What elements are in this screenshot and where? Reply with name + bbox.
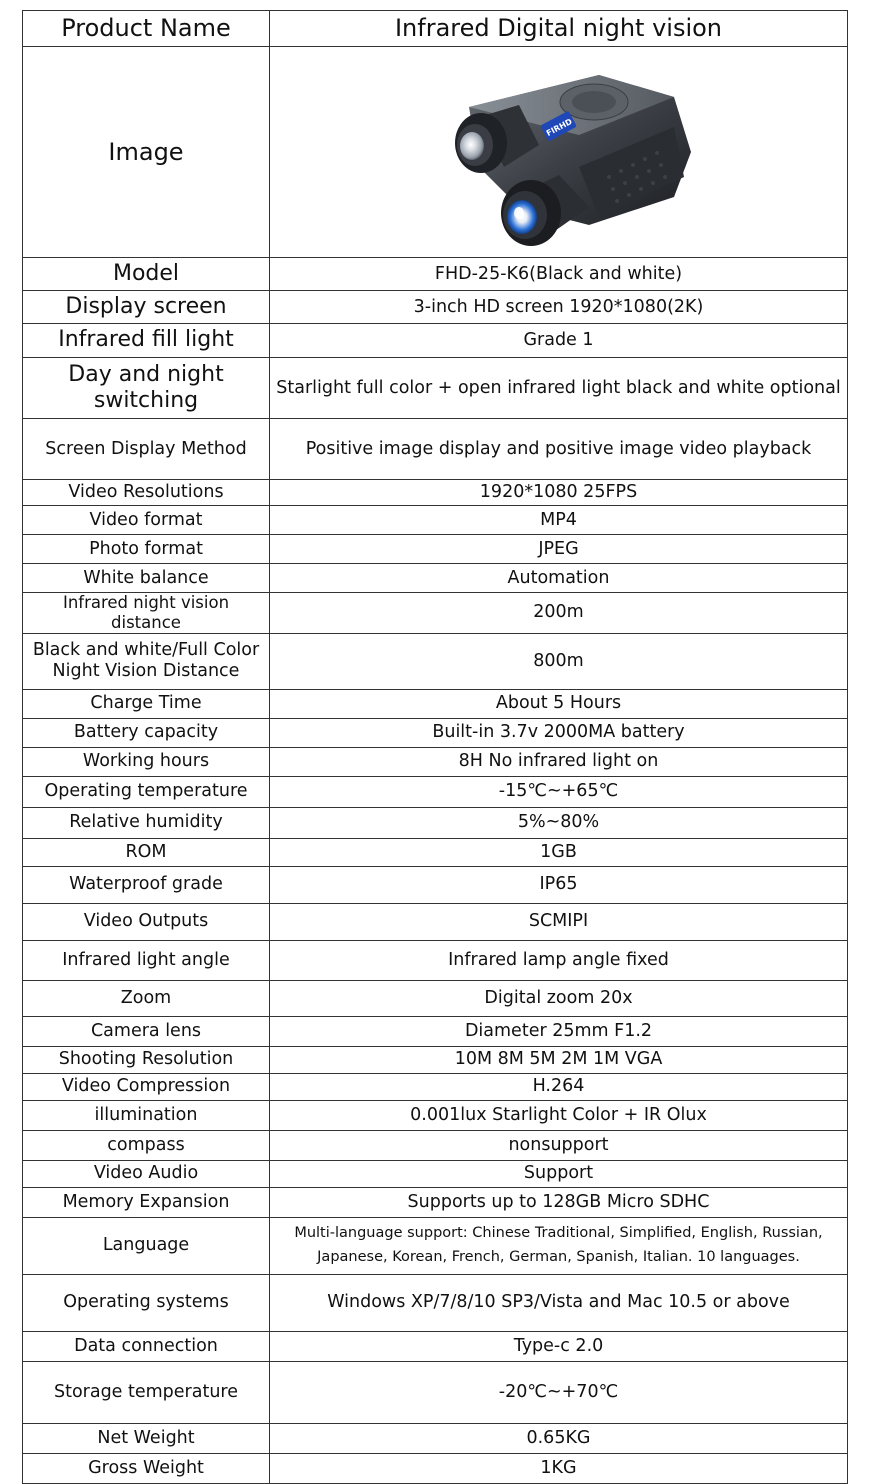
spec-value: 1920*1080 25FPS (270, 480, 848, 506)
spec-value: 8H No infrared light on (270, 747, 848, 776)
spec-value: H.264 (270, 1073, 848, 1100)
spec-value: JPEG (270, 535, 848, 564)
spec-label: Operating temperature (23, 776, 270, 807)
spec-value: 1KG (270, 1453, 848, 1483)
spec-label: Working hours (23, 747, 270, 776)
table-row (23, 838, 848, 866)
table-row (23, 940, 848, 980)
spec-value: 800m (270, 633, 848, 689)
spec-value: -15℃~+65℃ (270, 776, 848, 807)
spec-value: Grade 1 (270, 324, 848, 358)
header-label: Product Name (23, 11, 270, 47)
spec-label: Memory Expansion (23, 1187, 270, 1217)
header-value: Infrared Digital night vision (270, 11, 848, 47)
table-row (23, 506, 848, 535)
spec-label: Black and white/Full Color Night Vision Distance (23, 633, 270, 689)
spec-label: Battery capacity (23, 718, 270, 747)
spec-label: Data connection (23, 1331, 270, 1361)
table-row (23, 1160, 848, 1187)
table-row (23, 480, 848, 506)
spec-label: Charge Time (23, 689, 270, 718)
night-vision-binocular-image (409, 57, 709, 247)
table-row (23, 291, 848, 324)
spec-label: Infrared night vision distance (23, 593, 270, 634)
spec-value: IP65 (270, 866, 848, 903)
spec-value: -20℃~+70℃ (270, 1361, 848, 1423)
spec-value: MP4 (270, 506, 848, 535)
table-row (23, 1130, 848, 1160)
spec-label: Infrared fill light (23, 324, 270, 358)
spec-value: About 5 Hours (270, 689, 848, 718)
spec-label: Model (23, 258, 270, 291)
table-row (23, 633, 848, 689)
spec-value: Built-in 3.7v 2000MA battery (270, 718, 848, 747)
spec-label: White balance (23, 564, 270, 593)
spec-label: Video Audio (23, 1160, 270, 1187)
spec-value: Positive image display and positive image video playback (270, 419, 848, 480)
table-row (23, 776, 848, 807)
spec-label: Operating systems (23, 1274, 270, 1331)
table-row (23, 1100, 848, 1130)
image-row-label: Image (23, 47, 270, 258)
spec-value: FHD-25-K6(Black and white) (270, 258, 848, 291)
spec-label: Zoom (23, 980, 270, 1016)
spec-value: 3-inch HD screen 1920*1080(2K) (270, 291, 848, 324)
spec-value: 0.001lux Starlight Color + IR Olux (270, 1100, 848, 1130)
table-row (23, 593, 848, 634)
spec-label: Video format (23, 506, 270, 535)
table-row (23, 1331, 848, 1361)
spec-label: Relative humidity (23, 807, 270, 838)
table-row (23, 903, 848, 940)
table-row (23, 1274, 848, 1331)
table-row (23, 358, 848, 419)
spec-value: Infrared lamp angle fixed (270, 940, 848, 980)
table-row (23, 689, 848, 718)
table-row (23, 324, 848, 358)
spec-label: Day and night switching (23, 358, 270, 419)
table-row (23, 1217, 848, 1274)
table-row (23, 564, 848, 593)
spec-table (22, 10, 848, 1484)
spec-label: Language (23, 1217, 270, 1274)
spec-label: Infrared light angle (23, 940, 270, 980)
table-row (23, 866, 848, 903)
spec-value: Diameter 25mm F1.2 (270, 1016, 848, 1046)
spec-label: ROM (23, 838, 270, 866)
table-row (23, 807, 848, 838)
spec-label: Video Outputs (23, 903, 270, 940)
spec-label: Shooting Resolution (23, 1046, 270, 1073)
spec-label: Photo format (23, 535, 270, 564)
table-row (23, 1016, 848, 1046)
spec-value: Windows XP/7/8/10 SP3/Vista and Mac 10.5 or above (270, 1274, 848, 1331)
table-row (23, 980, 848, 1016)
spec-label: Storage temperature (23, 1361, 270, 1423)
spec-value: Starlight full color + open infrared light black and white optional (270, 358, 848, 419)
spec-label: Camera lens (23, 1016, 270, 1046)
spec-value: 0.65KG (270, 1423, 848, 1453)
spec-label: Gross Weight (23, 1453, 270, 1483)
spec-value: Support (270, 1160, 848, 1187)
table-row (23, 1361, 848, 1423)
spec-value: Supports up to 128GB Micro SDHC (270, 1187, 848, 1217)
spec-value: 5%~80% (270, 807, 848, 838)
spec-label: compass (23, 1130, 270, 1160)
spec-value: Automation (270, 564, 848, 593)
spec-value: nonsupport (270, 1130, 848, 1160)
table-row (23, 419, 848, 480)
table-row (23, 718, 848, 747)
spec-label: Net Weight (23, 1423, 270, 1453)
spec-value: SCMIPI (270, 903, 848, 940)
spec-value: Type-c 2.0 (270, 1331, 848, 1361)
spec-value: 10M 8M 5M 2M 1M VGA (270, 1046, 848, 1073)
spec-value: Multi-language support: Chinese Traditional, Simplified, English, Russian, Japanese, Korean, French, German, Spanish, Italian. 10 languages. (270, 1217, 848, 1274)
table-row (23, 535, 848, 564)
table-row (23, 1073, 848, 1100)
spec-label: Waterproof grade (23, 866, 270, 903)
table-row (23, 11, 848, 47)
table-row (23, 1423, 848, 1453)
table-row (23, 1046, 848, 1073)
spec-value: 1GB (270, 838, 848, 866)
table-row (23, 258, 848, 291)
spec-label: Video Compression (23, 1073, 270, 1100)
spec-value: Digital zoom 20x (270, 980, 848, 1016)
table-row (23, 47, 848, 258)
spec-label: illumination (23, 1100, 270, 1130)
brand-badge: FIRHD (544, 116, 574, 138)
table-row (23, 1187, 848, 1217)
product-image-cell (270, 47, 848, 258)
spec-label: Display screen (23, 291, 270, 324)
spec-label: Screen Display Method (23, 419, 270, 480)
table-row (23, 747, 848, 776)
spec-label: Video Resolutions (23, 480, 270, 506)
spec-value: 200m (270, 593, 848, 634)
